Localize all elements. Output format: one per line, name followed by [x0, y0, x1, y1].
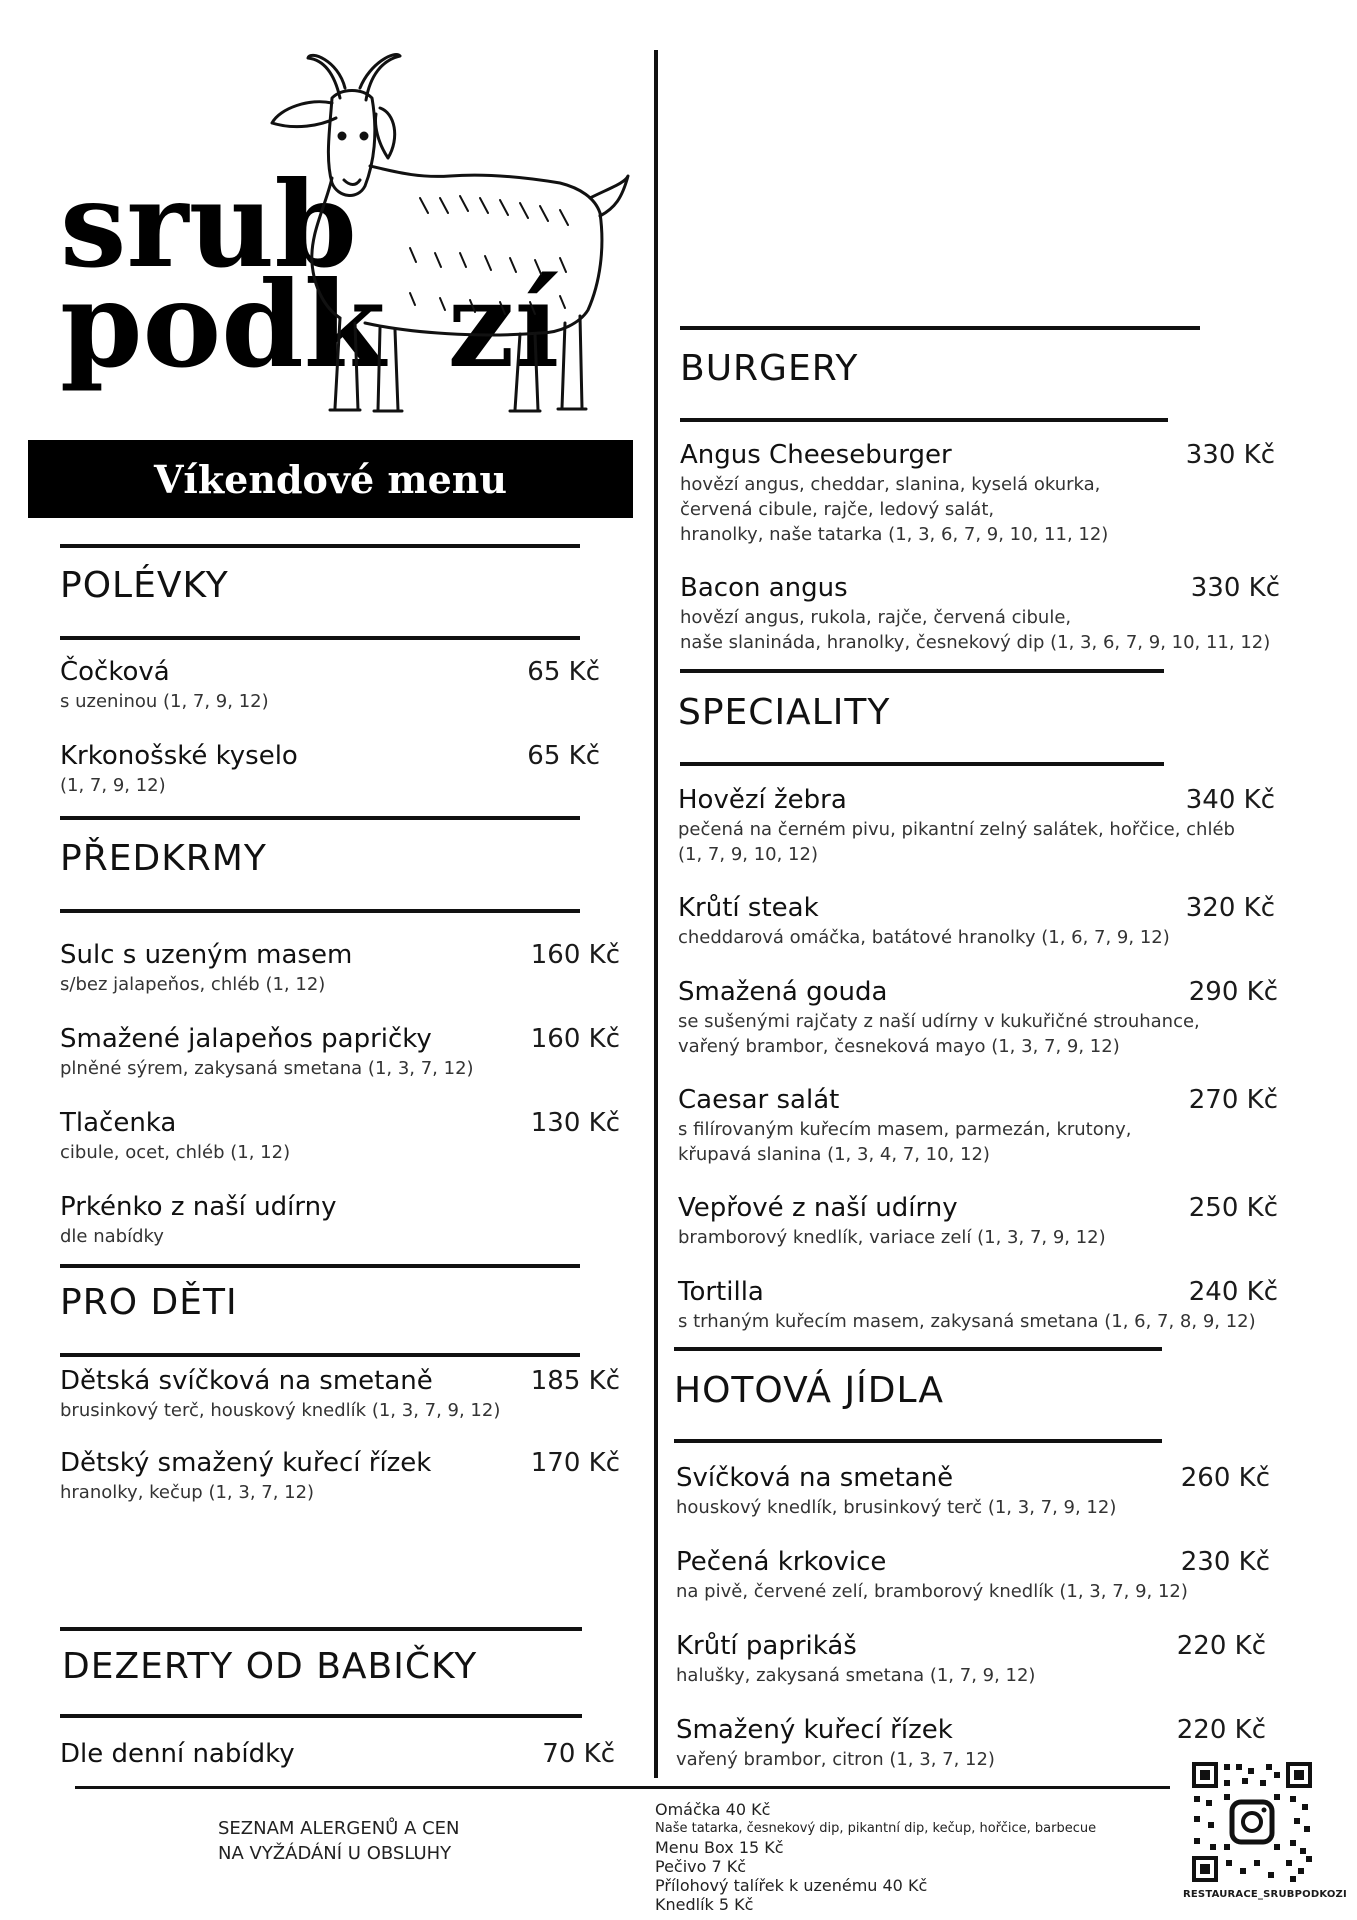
menu-item — [60, 741, 298, 798]
extras-item: Menu Box 15 Kč — [655, 1838, 784, 1857]
item-price: 240 Kč — [1188, 1277, 1278, 1307]
item-name: Smažené jalapeňos papričky — [60, 1024, 432, 1054]
item-price: 170 Kč — [530, 1448, 620, 1478]
menu-item — [60, 1366, 500, 1423]
item-price: 340 Kč — [1185, 785, 1275, 815]
item-desc-line: hranolky, naše tatarka (1, 3, 6, 7, 9, 10, 11, 12) — [680, 524, 1109, 545]
item-name: Prkénko z naší udírny — [60, 1192, 337, 1222]
item-desc — [680, 605, 1270, 655]
divider — [60, 636, 580, 640]
menu-item — [678, 977, 1200, 1059]
item-desc: dle nabídky — [60, 1226, 164, 1247]
item-price: 220 Kč — [1176, 1631, 1266, 1661]
item-price: 260 Kč — [1180, 1463, 1270, 1493]
extras-item: Pečivo 7 Kč — [655, 1857, 747, 1876]
menu-item — [680, 440, 1108, 547]
item-desc: plněné sýrem, zakysaná smetana (1, 3, 7, 12) — [60, 1058, 474, 1079]
menu-item — [60, 1024, 474, 1081]
item-name: Caesar salát — [678, 1085, 840, 1115]
menu-item — [60, 1108, 290, 1165]
item-price: 65 Kč — [527, 741, 600, 771]
menu-item — [678, 785, 1235, 867]
divider — [60, 1627, 582, 1631]
item-desc-line: hovězí angus, cheddar, slanina, kyselá okurka, — [680, 474, 1101, 495]
divider — [60, 544, 580, 548]
extras-item: Knedlík 5 Kč — [655, 1895, 754, 1914]
logo-line-1: srub — [60, 155, 357, 294]
footer-divider — [75, 1786, 1170, 1789]
divider — [680, 326, 1200, 330]
qr-code-icon — [1190, 1760, 1314, 1884]
item-price: 250 Kč — [1188, 1193, 1278, 1223]
divider — [60, 1353, 580, 1357]
extras-item: Omáčka 40 Kč — [655, 1800, 771, 1819]
item-name: Dětský smažený kuřecí řízek — [60, 1448, 432, 1478]
item-price: 185 Kč — [530, 1366, 620, 1396]
menu-item — [678, 893, 1170, 950]
logo-line-2b: zí — [447, 255, 560, 394]
item-desc-line: pečená na černém pivu, pikantní zelný salátek, hořčice, chléb — [678, 819, 1235, 840]
divider — [60, 1714, 582, 1718]
item-name: Dětská svíčková na smetaně — [60, 1366, 433, 1396]
item-desc — [678, 1117, 1132, 1167]
menu-item — [60, 1448, 431, 1505]
item-name: Smažený kuřecí řízek — [676, 1715, 953, 1745]
section-title-hotova: HOTOVÁ JÍDLA — [674, 1370, 944, 1411]
item-name: Krůtí paprikáš — [676, 1631, 857, 1661]
item-price: 130 Kč — [530, 1108, 620, 1138]
item-desc: bramborový knedlík, variace zelí (1, 3, 7, 9, 12) — [678, 1227, 1106, 1248]
item-desc — [678, 817, 1235, 867]
item-desc-line: červená cibule, rajče, ledový salát, — [680, 499, 995, 520]
item-price: 330 Kč — [1185, 440, 1275, 470]
item-name: Pečená krkovice — [676, 1547, 887, 1577]
item-desc-line: s filírovaným kuřecím masem, parmezán, krutony, — [678, 1119, 1132, 1140]
item-name: Vepřové z naší udírny — [678, 1193, 958, 1223]
divider — [674, 1347, 1162, 1351]
item-desc: na pivě, červené zelí, bramborový knedlík (1, 3, 7, 9, 12) — [676, 1581, 1188, 1602]
item-desc: (1, 7, 9, 12) — [60, 775, 166, 796]
item-desc: brusinkový terč, houskový knedlík (1, 3, 7, 9, 12) — [60, 1400, 501, 1421]
item-desc: cheddarová omáčka, batátové hranolky (1, 6, 7, 9, 12) — [678, 927, 1170, 948]
menu-item — [678, 1193, 1106, 1250]
menu-item — [678, 1085, 1132, 1167]
goat-icon — [270, 48, 630, 418]
section-title-polevky: POLÉVKY — [60, 565, 229, 606]
item-price: 290 Kč — [1188, 977, 1278, 1007]
item-price: 70 Kč — [542, 1739, 615, 1769]
menu-item — [676, 1547, 1188, 1604]
item-name: Angus Cheeseburger — [680, 440, 952, 470]
extras-list — [655, 1800, 1096, 1914]
vertical-divider — [654, 50, 658, 1778]
menu-item — [676, 1631, 1035, 1688]
item-price: 320 Kč — [1185, 893, 1275, 923]
allergen-note-line: NA VYŽÁDÁNÍ U OBSLUHY — [218, 1843, 452, 1864]
item-price: 230 Kč — [1180, 1547, 1270, 1577]
menu-item — [676, 1463, 1116, 1520]
menu-item — [678, 1277, 1256, 1334]
menu-title-banner: Víkendové menu — [28, 440, 633, 518]
item-desc-line: se sušenými rajčaty z naší udírny v kukuřičné strouhance, — [678, 1011, 1200, 1032]
section-title-predkrmy: PŘEDKRMY — [60, 838, 267, 879]
item-name: Tortilla — [678, 1277, 764, 1307]
item-name: Svíčková na smetaně — [676, 1463, 954, 1493]
item-name: Smažená gouda — [678, 977, 888, 1007]
instagram-handle: RESTAURACE_SRUBPODKOZI — [1183, 1889, 1347, 1900]
extras-item-note: Naše tatarka, česnekový dip, pikantní dip, kečup, hořčice, barbecue — [655, 1821, 1097, 1836]
menu-item — [676, 1715, 995, 1772]
item-name: Tlačenka — [60, 1108, 177, 1138]
item-desc — [678, 1009, 1200, 1059]
item-desc: hranolky, kečup (1, 3, 7, 12) — [60, 1482, 315, 1503]
item-desc-line: vařený brambor, česneková mayo (1, 3, 7, 9, 12) — [678, 1036, 1120, 1057]
item-price: 270 Kč — [1188, 1085, 1278, 1115]
item-desc: s/bez jalapeňos, chléb (1, 12) — [60, 974, 326, 995]
item-name: Dle denní nabídky — [60, 1739, 295, 1769]
item-desc-line: křupavá slanina (1, 3, 4, 7, 10, 12) — [678, 1144, 990, 1165]
item-desc: vařený brambor, citron (1, 3, 7, 12) — [676, 1749, 995, 1770]
divider — [60, 1264, 580, 1268]
item-desc: houskový knedlík, brusinkový terč (1, 3, 7, 9, 12) — [676, 1497, 1117, 1518]
section-title-burgery: BURGERY — [680, 348, 859, 389]
section-title-dezerty: DEZERTY OD BABIČKY — [62, 1646, 478, 1687]
item-name: Hovězí žebra — [678, 785, 847, 815]
item-desc: s trhaným kuřecím masem, zakysaná smetana (1, 6, 7, 8, 9, 12) — [678, 1311, 1256, 1332]
divider — [60, 909, 580, 913]
logo-line-2a: podk — [60, 255, 386, 394]
item-price: 160 Kč — [530, 1024, 620, 1054]
allergen-note — [218, 1816, 460, 1866]
item-desc-line: (1, 7, 9, 10, 12) — [678, 844, 818, 865]
menu-item — [60, 1739, 295, 1769]
divider — [680, 762, 1164, 766]
item-desc — [680, 472, 1108, 547]
allergen-note-line: SEZNAM ALERGENŮ A CEN — [218, 1818, 460, 1839]
section-title-pro-deti: PRO DĚTI — [60, 1282, 238, 1323]
item-desc-line: hovězí angus, rukola, rajče, červená cibule, — [680, 607, 1072, 628]
menu-item — [60, 657, 269, 714]
item-desc: halušky, zakysaná smetana (1, 7, 9, 12) — [676, 1665, 1036, 1686]
item-name: Bacon angus — [680, 573, 848, 603]
menu-item — [60, 1192, 336, 1249]
divider — [680, 669, 1164, 673]
item-price: 220 Kč — [1176, 1715, 1266, 1745]
item-name: Krůtí steak — [678, 893, 819, 923]
divider — [60, 816, 580, 820]
item-price: 330 Kč — [1190, 573, 1280, 603]
item-desc: s uzeninou (1, 7, 9, 12) — [60, 691, 269, 712]
extras-item: Přílohový talířek k uzenému 40 Kč — [655, 1876, 928, 1895]
divider — [674, 1439, 1162, 1443]
item-name: Sulc s uzeným masem — [60, 940, 353, 970]
item-name: Krkonošské kyselo — [60, 741, 298, 771]
section-title-speciality: SPECIALITY — [678, 692, 891, 733]
item-price: 160 Kč — [530, 940, 620, 970]
item-price: 65 Kč — [527, 657, 600, 687]
item-name: Čočková — [60, 657, 170, 687]
divider — [680, 418, 1168, 422]
item-desc: cibule, ocet, chléb (1, 12) — [60, 1142, 291, 1163]
menu-item — [60, 940, 352, 997]
item-desc-line: naše slanináda, hranolky, česnekový dip (1, 3, 6, 7, 9, 10, 11, 12) — [680, 632, 1271, 653]
